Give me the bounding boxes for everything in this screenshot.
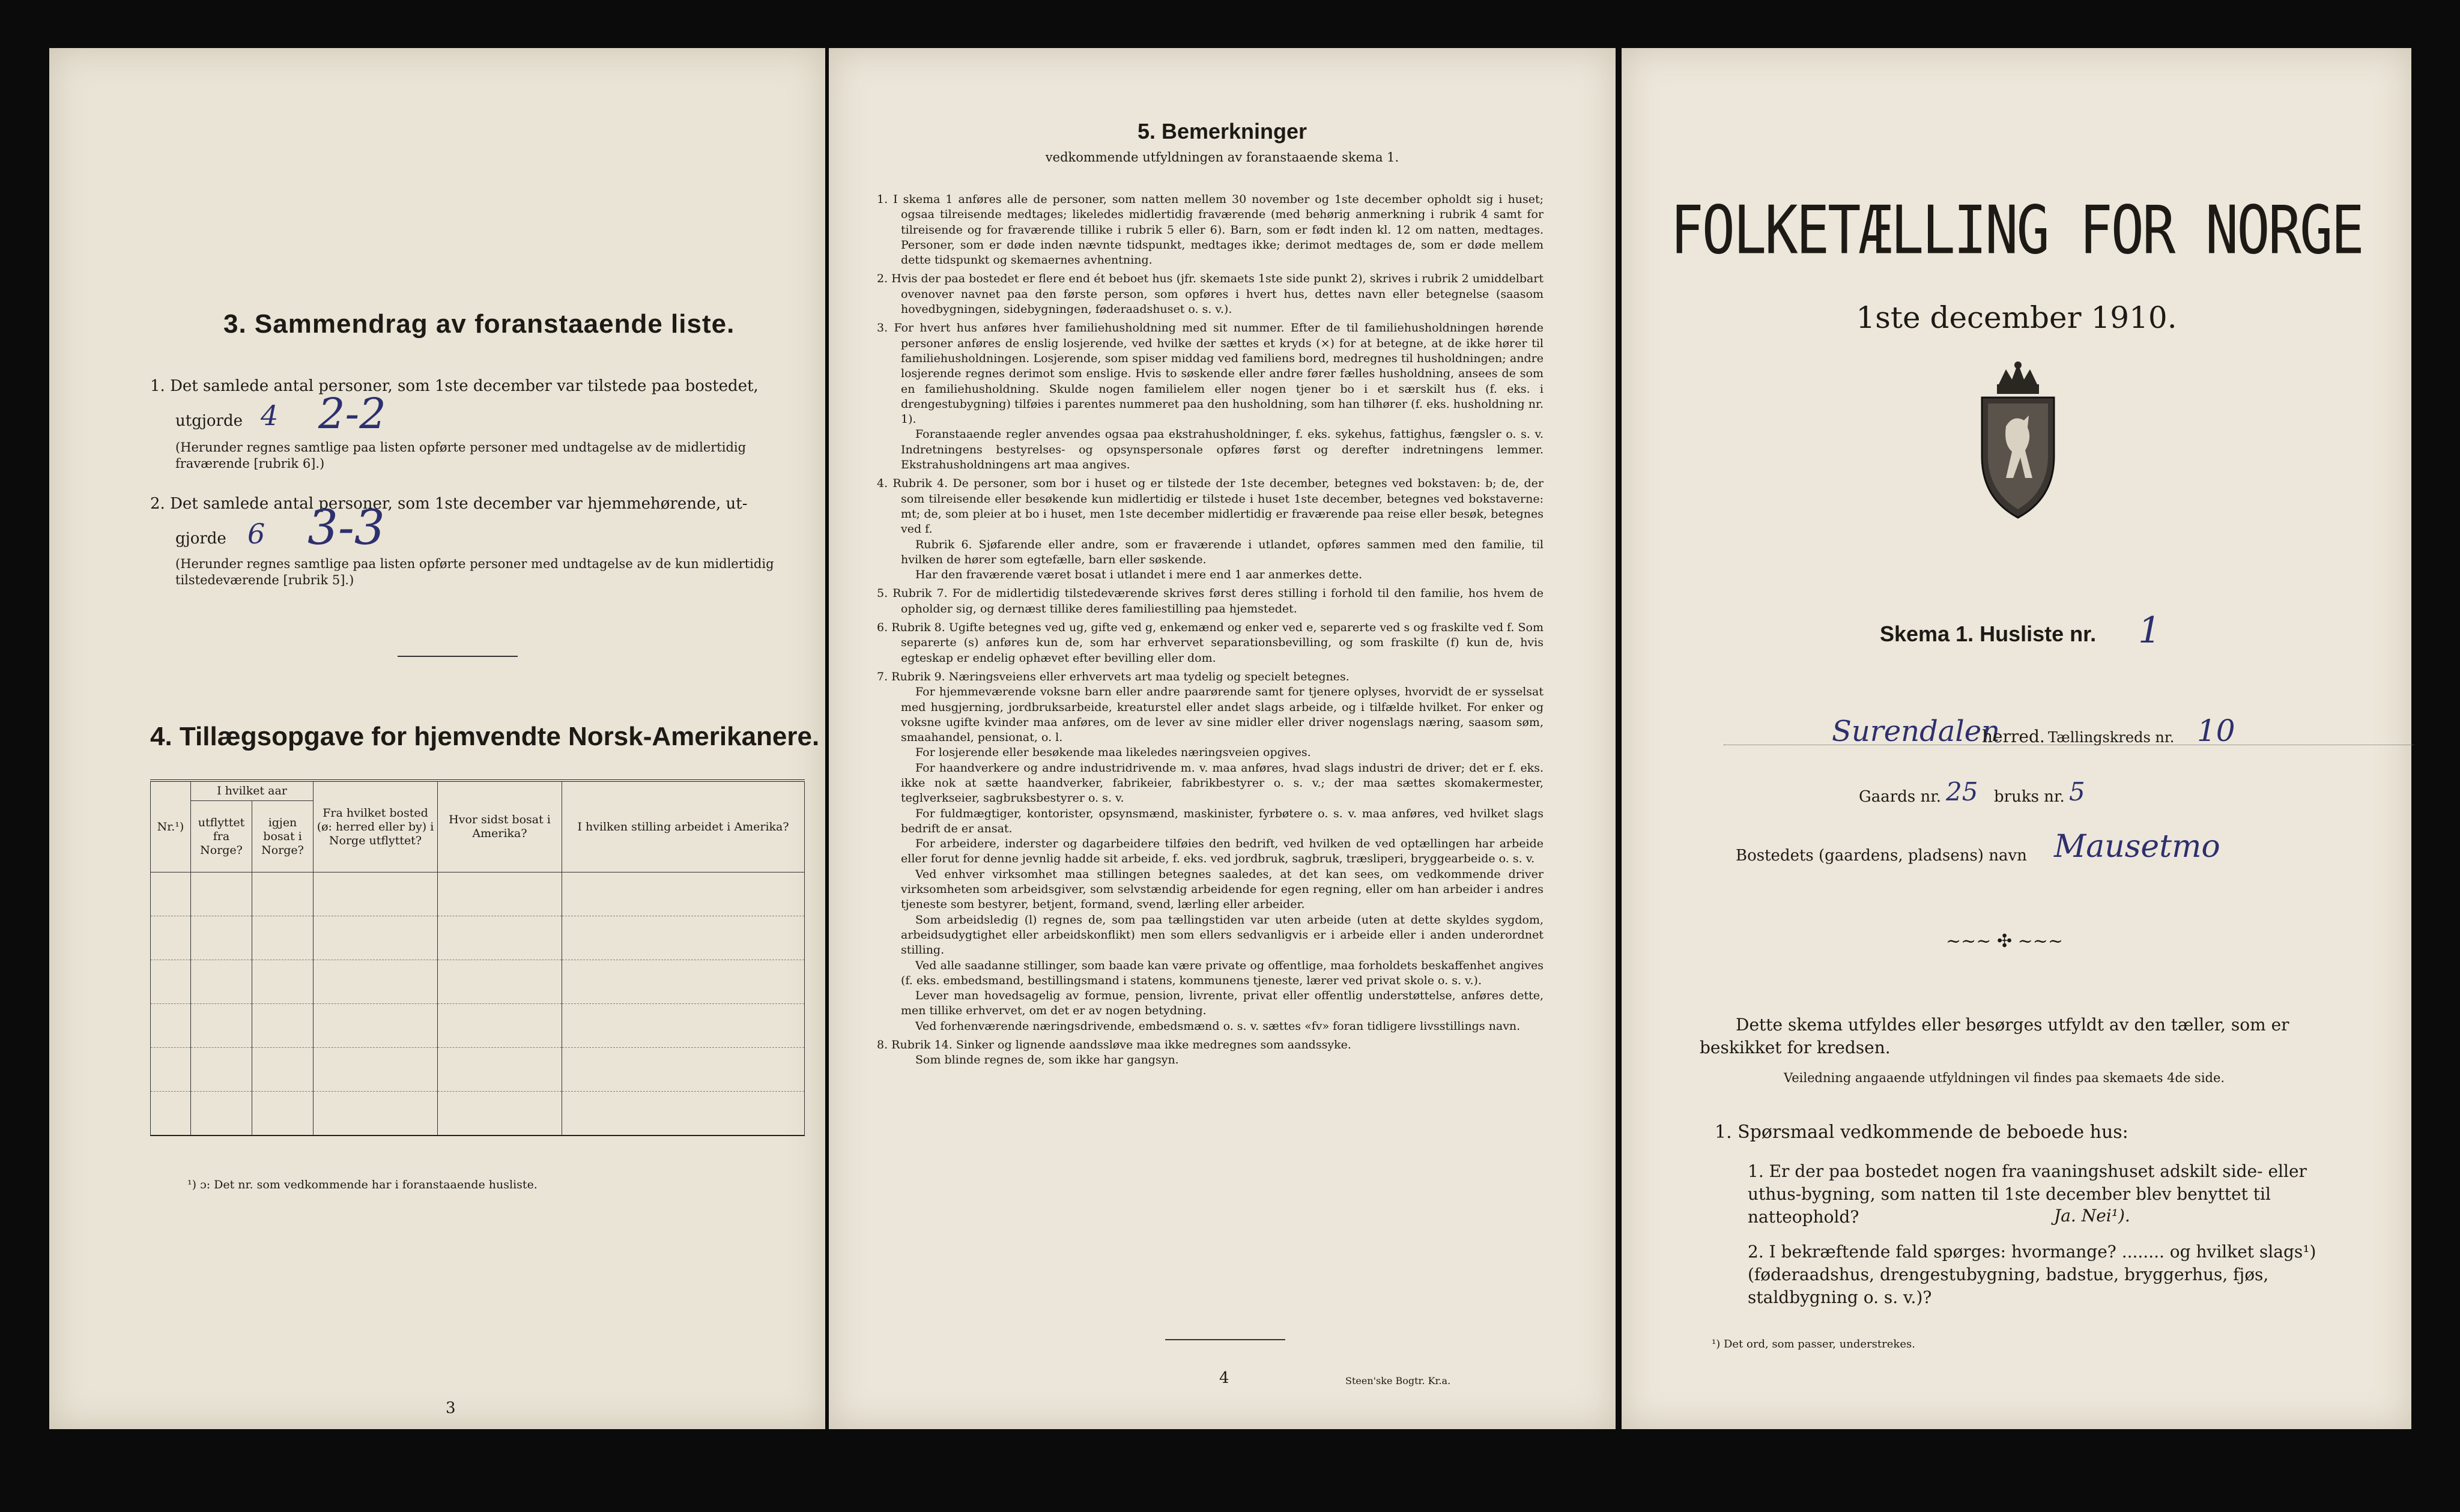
col-nr: Nr.¹)	[151, 781, 191, 872]
remark-paragraph: 1. I skema 1 anføres alle de personer, som natten mellem 30 november og 1ste december opholdt sig i huset; ogsaa tilreisende medtages; likeledes midlertidig fraværende (med behørig anmerkning i rubrik 4 samt for tilreisende og for fraværende tillike i rubrik 5 eller 6). Barn, som er født inden kl. 12 om natten, medtages. Personer, som er døde inden nævnte tidspunkt, medtages ikke; derimot medtages de, som er døde mellem dette tidspunkt og skemaernes avhentning.	[877, 193, 1544, 267]
remark-paragraph: 7. Rubrik 9. Næringsveiens eller erhvervets art maa tydelig og specielt betegnes.	[877, 670, 1350, 683]
table-cell	[438, 1048, 562, 1092]
table-cell	[151, 872, 191, 916]
left-page	[49, 48, 825, 1429]
item1-utgjorde-label: utgjorde	[175, 412, 243, 430]
table-cell	[252, 872, 314, 916]
col-stilling: I hvilken stilling arbeidet i Amerika?	[562, 781, 805, 872]
remark-paragraph: For hjemmeværende voksne barn eller andre paarørende samt for tjenere oplyses, hvorvidt de er sysselsat med husgjerning, jordbruksarbeide, kreaturstel eller andet slags arbeide, og i tilfælde hvilket. For enker og voksne ugifte kvinder maa anføres, om de lever av sine midler eller driver nogenslags næring, saasom søm, smaahandel, pensionat, o. l.	[901, 685, 1544, 745]
item2-handwritten: 3-3	[308, 500, 385, 555]
table-cell	[314, 916, 438, 960]
remark-paragraph: For arbeidere, inderster og dagarbeidere tilføies den bedrift, ved hvilken de ved optællingen har arbeide eller forut for denne jevnlig hadde sit arbeide, f. eks. ved jordbruk, sagbruk, træsliperi, bryggearbeide o. s. v.	[901, 837, 1544, 866]
table-cell	[314, 1048, 438, 1092]
ornament-divider: ~~~ ✣ ~~~	[1946, 931, 2064, 952]
table-cell	[151, 1092, 191, 1136]
table-cell	[252, 1004, 314, 1048]
remark-paragraph: 5. Rubrik 7. For de midlertidig tilstedeværende skrives først deres stilling i forhold til den familie, hos hvem de opholder sig, og dernæst tillike deres familiestilling paa hjemstedet.	[877, 587, 1544, 615]
q1-1-text: 1. Er der paa bostedet nogen fra vaaningshuset adskilt side- eller uthus-bygning, som natten til 1ste december blev benyttet til natteophold?	[1748, 1161, 2307, 1227]
col-utflyttet: utflyttet fra Norge?	[191, 801, 252, 872]
intro-text: Dette skema utfyldes eller besørges utfyldt av den tæller, som er beskikket for kredsen.	[1700, 1015, 2289, 1057]
table-row	[151, 872, 805, 916]
remark-paragraph: For losjerende eller besøkende maa likeledes næringsveien opgives.	[915, 746, 1311, 760]
item1-note: (Herunder regnes samtlige paa listen opførte personer med undtagelse av de midlertidig fraværende [rubrik 6].)	[175, 440, 747, 471]
remarks-list	[877, 192, 1544, 1068]
col-group-aar: I hvilket aar	[191, 781, 314, 801]
printer-imprint: Steen'ske Bogtr. Kr.a.	[1345, 1375, 1451, 1387]
table-cell	[438, 872, 562, 916]
q1-2-text: 2. I bekræftende fald spørges: hvormange? ........ og hvilket slags¹) (føderaadshus, drengestubygning, badstue, bryggerhus, fjøs, staldbygning o. s. v.)?	[1748, 1242, 2316, 1307]
right-footnote: ¹) Det ord, som passer, understrekes.	[1712, 1338, 1915, 1350]
page-number: 3	[446, 1399, 456, 1417]
remark-paragraph: Foranstaaende regler anvendes ogsaa paa ekstrahusholdninger, f. eks. sykehus, fattighus, fængsler o. s. v. Indretningens bestyrelses- og opsynspersonale opføres først og derefter indretningens lemmer. Ekstrahusholdningens art maa angives.	[901, 428, 1544, 472]
husliste-nr: 1	[2138, 609, 2162, 652]
bruks-nr: 5	[2069, 777, 2085, 806]
remark-paragraph: Ved enhver virksomhet maa stillingen betegnes saaledes, at det kan sees, om vedkommende driver virksomheten som arbeidsgiver, som selvstændig arbeidende for egen regning, eller om han arbeider i andres tjeneste som bestyrer, betjent, formand, svend, lærling eller arbeider.	[901, 867, 1544, 912]
herred-label: herred.	[1982, 727, 2045, 746]
remark-paragraph: Som blinde regnes de, som ikke har gangsyn.	[915, 1053, 1179, 1067]
item2-utgjorde-label: gjorde	[175, 530, 226, 548]
right-page	[1622, 48, 2411, 1429]
table-cell	[562, 1092, 805, 1136]
table-row	[151, 1004, 805, 1048]
section3-title: 3. Sammendrag av foranstaaende liste.	[223, 309, 735, 339]
table-cell	[314, 1004, 438, 1048]
veiledning-text: Veiledning angaaende utfyldningen vil findes paa skemaets 4de side.	[1784, 1071, 2225, 1085]
table-footnote: ¹) ɔ: Det nr. som vedkommende har i foranstaaende husliste.	[187, 1178, 538, 1191]
remarks-subtitle: vedkommende utfyldningen av foranstaaende skema 1.	[1045, 150, 1399, 165]
remark-paragraph: Ved forhenværende næringsdrivende, embedsmænd o. s. v. sættes «fv» foran tidligere livsstillings navn.	[915, 1019, 1521, 1033]
remark-paragraph: Ved alle saadanne stillinger, som baade kan være private og offentlige, maa forholdets beskaffenhet angives (f. eks. embedsmand, bestillingsmand i statens, kommunens tjeneste, lærer ved privat skole o. s. v.).	[901, 958, 1544, 987]
remark-paragraph: 2. Hvis der paa bostedet er flere end ét beboet hus (jfr. skemaets 1ste side punkt 2), skrives i rubrik 2 umiddelbart ovenover navnet paa den første person, som opføres i hvert hus, dettes navn eller betegnelse (saasom hovedbygningen, sidebygningen, føderaadshuset o. s. v.).	[877, 272, 1544, 316]
norway-coat-of-arms-icon	[1970, 360, 2066, 522]
table-cell	[314, 1092, 438, 1136]
table-cell	[438, 1092, 562, 1136]
gaards-nr: 25	[1946, 777, 1978, 806]
kreds-label: Tællingskreds nr.	[2048, 729, 2175, 746]
q1-title: 1. Spørsmaal vedkommende de beboede hus:	[1715, 1122, 2128, 1143]
kreds-nr: 10	[2197, 713, 2235, 748]
bruks-label: bruks nr.	[1994, 788, 2065, 806]
census-title: FOLKETÆLLING FOR NORGE	[1670, 192, 2363, 269]
item2-value: 6	[247, 518, 265, 550]
remark-paragraph: 6. Rubrik 8. Ugifte betegnes ved ug, gifte ved g, enkemænd og enker ved e, separerte ved s og fraskilte ved f. Som separerte (s) anføres kun de, som har erhvervet separationsbevilling, og som fraskilte (f) kun de, hvis egteskap er endelig ophævet efter bevilling eller dom.	[877, 621, 1544, 665]
remark-paragraph: For haandverkere og andre industridrivende m. v. maa anføres, hvad slags industri de driver; det er f. eks. ikke nok at sætte haandverker, fabrikeier, fabrikbestyrer o. s. v.; der maa sættes skomakermester, teglverkseier, sagbruksbestyrer o. s. v.	[901, 761, 1544, 805]
middle-page	[829, 48, 1616, 1429]
col-igjen: igjen bosat i Norge?	[252, 801, 314, 872]
bosted-handwritten: Mausetmo	[2054, 829, 2220, 865]
table-cell	[562, 1048, 805, 1092]
bosted-label: Bostedets (gaardens, pladsens) navn	[1736, 847, 2027, 865]
herred-handwritten: Surendalen	[1832, 715, 2001, 748]
census-date: 1ste december 1910.	[1856, 300, 2177, 335]
remark-paragraph: For fuldmægtiger, kontorister, opsynsmænd, maskinister, fyrbøtere o. s. v. maa anføres, ved hvilket slags bedrift de er ansat.	[901, 806, 1544, 835]
table-cell	[191, 872, 252, 916]
table-cell	[151, 1004, 191, 1048]
table-cell	[151, 916, 191, 960]
table-cell	[438, 1004, 562, 1048]
table-cell	[562, 872, 805, 916]
table-cell	[191, 1092, 252, 1136]
table-cell	[438, 916, 562, 960]
remark-paragraph: 8. Rubrik 14. Sinker og lignende aandssløve maa ikke medregnes som aandssyke.	[877, 1038, 1351, 1052]
table-cell	[252, 916, 314, 960]
divider	[1165, 1339, 1285, 1340]
table-cell	[314, 960, 438, 1004]
gaards-label: Gaards nr.	[1859, 788, 1942, 806]
table-cell	[191, 1048, 252, 1092]
remark-paragraph: Lever man hovedsagelig av formue, pension, livrente, privat eller offentlig understøttelse, anføres dette, men tillike erhvervet, om det er av nogen betydning.	[901, 989, 1544, 1018]
col-hvor-sidst: Hvor sidst bosat i Amerika?	[438, 781, 562, 872]
table-cell	[562, 1004, 805, 1048]
table-cell	[151, 960, 191, 1004]
remark-paragraph: Har den fraværende været bosat i utlandet i mere end 1 aar anmerkes dette.	[915, 568, 1363, 582]
section4-title: 4. Tillægsopgave for hjemvendte Norsk-Amerikanere.	[150, 722, 820, 751]
norsk-amerikanere-table	[150, 779, 805, 1136]
remark-paragraph: 3. For hvert hus anføres hver familiehusholdning med sit nummer. Efter de til familiehusholdningen hørende personer anføres de enslig losjerende, ved hvilke der sættes et kryds (×) for at betegne, at de ikke hører til familiehusholdningen. Losjerende, som spiser middag ved familiens bord, medregnes til husholdningen; andre losjerende regnes derimot som enslige. Hvis to søskende eller andre fører fælles husholdning, ansees de som en familiehusholdning. Skulde nogen familielem eller nogen tjener bo i et særskilt hus (f. eks. i drengestubygning) tilføies i parentes nummeret paa den husholdning, som han tilhører (f. eks. husholdning nr. 1).	[877, 321, 1544, 426]
remark-paragraph: Som arbeidsledig (l) regnes de, som paa tællingstiden var uten arbeide (uten at dette skyldes sygdom, arbeidsudygtighet eller arbeidskonflikt) men som ellers sedvanligvis er i arbeide eller i anden underordnet stilling.	[901, 913, 1544, 957]
table-cell	[191, 960, 252, 1004]
table-cell	[252, 1048, 314, 1092]
item1-value: 4	[261, 399, 279, 432]
table-cell	[151, 1048, 191, 1092]
table-row	[151, 1048, 805, 1092]
table-cell	[252, 960, 314, 1004]
q1-1-answer: Ja. Nei¹).	[2054, 1206, 2130, 1226]
divider	[398, 656, 518, 657]
table-cell	[191, 1004, 252, 1048]
table-cell	[562, 960, 805, 1004]
table-cell	[438, 960, 562, 1004]
table-row	[151, 916, 805, 960]
remarks-title: 5. Bemerkninger	[1137, 119, 1307, 144]
remark-paragraph: Rubrik 6. Sjøfarende eller andre, som er fraværende i utlandet, opføres sammen med den familie, til hvilken de hører som egtefælle, barn eller søskende.	[901, 537, 1544, 566]
remark-paragraph: 4. Rubrik 4. De personer, som bor i huset og er tilstede der 1ste december, betegnes ved bokstaven: b; de, der som tilreisende eller besøkende kun midlertidig er tilstede i huset 1ste december, betegnes ved bokstaverne: mt; de, som pleier at bo i huset, men 1ste december midlertidig er fraværende paa reise eller besøk, betegnes ved f.	[877, 477, 1544, 536]
item1-line: 1. Det samlede antal personer, som 1ste december var tilstede paa bostedet,	[150, 377, 759, 395]
table-cell	[314, 872, 438, 916]
item2-line: 2. Det samlede antal personer, som 1ste december var hjemmehørende, ut-	[150, 495, 748, 513]
table-cell	[191, 916, 252, 960]
skema-label: Skema 1. Husliste nr.	[1880, 621, 2097, 646]
table-row	[151, 1092, 805, 1136]
col-fra-hvilket: Fra hvilket bosted (ø: herred eller by) i Norge utflyttet?	[314, 781, 438, 872]
page-number: 4	[1219, 1369, 1229, 1387]
table-cell	[562, 916, 805, 960]
table-row	[151, 960, 805, 1004]
table-cell	[252, 1092, 314, 1136]
item2-note: (Herunder regnes samtlige paa listen opførte personer med undtagelse av de kun midlertidig tilstedeværende [rubrik 5].)	[175, 557, 774, 587]
item1-handwritten: 2-2	[318, 389, 386, 438]
